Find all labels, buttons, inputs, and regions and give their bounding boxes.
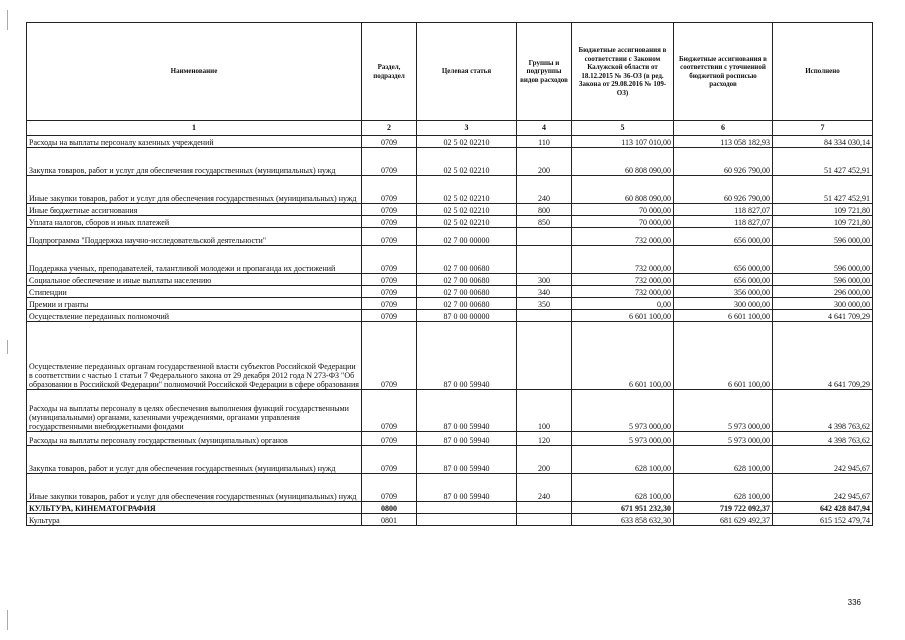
table-row — [27, 310, 873, 322]
cell-v5: 5 973 000,00 — [572, 432, 674, 446]
cell-name: Осуществление переданных органам государственной власти субъектов Российской Федерации в соответствии с частью 1 статьи 7 Федерального закона от 29 декабря 2012 года N 273-ФЗ "Об образовании в Российской Федерации" полномочий Российской Федерации в сфере образования — [27, 322, 362, 390]
cell-grp: 100 — [517, 390, 572, 432]
header-groups: Группы и подгруппы видов расходов — [517, 23, 572, 121]
table-row — [27, 432, 873, 446]
cell-v7: 642 428 847,94 — [773, 502, 873, 514]
cell-v6: 719 722 092,37 — [674, 502, 773, 514]
header-name: Наименование — [27, 23, 362, 121]
cell-sec: 0709 — [362, 148, 417, 176]
cell-sec: 0709 — [362, 136, 417, 148]
cell-v7: 4 398 763,62 — [773, 390, 873, 432]
cell-v7: 596 000,00 — [773, 274, 873, 286]
cell-cs: 02 7 00 00680 — [417, 286, 517, 298]
table-row — [27, 216, 873, 228]
table-row — [27, 298, 873, 310]
scan-margin-marks — [4, 0, 12, 640]
cell-grp: 240 — [517, 176, 572, 204]
cell-sec: 0709 — [362, 228, 417, 246]
table-row — [27, 176, 873, 204]
table-row — [27, 322, 873, 390]
cell-v7: 242 945,67 — [773, 446, 873, 474]
col-number: 4 — [517, 121, 572, 136]
table-row — [27, 390, 873, 432]
cell-sec: 0801 — [362, 514, 417, 526]
cell-v7: 4 398 763,62 — [773, 432, 873, 446]
cell-v7: 51 427 452,91 — [773, 176, 873, 204]
cell-cs — [417, 502, 517, 514]
col-number: 7 — [773, 121, 873, 136]
table-row — [27, 204, 873, 216]
col-number: 3 — [417, 121, 517, 136]
cell-grp: 350 — [517, 298, 572, 310]
cell-cs: 87 0 00 59940 — [417, 390, 517, 432]
cell-grp — [517, 514, 572, 526]
cell-grp: 120 — [517, 432, 572, 446]
cell-name: Закупка товаров, работ и услуг для обеспечения государственных (муниципальных) нужд — [27, 148, 362, 176]
header-row — [27, 23, 873, 121]
cell-grp: 200 — [517, 446, 572, 474]
cell-v7: 84 334 030,14 — [773, 136, 873, 148]
cell-v5: 6 601 100,00 — [572, 310, 674, 322]
cell-sec: 0709 — [362, 310, 417, 322]
cell-cs: 02 7 00 00680 — [417, 298, 517, 310]
cell-name: Расходы на выплаты персоналу в целях обеспечения выполнения функций государственными (муниципальными) органами, казенными учреждениями, органами управления государственными внебюджетными фондами — [27, 390, 362, 432]
cell-sec: 0709 — [362, 390, 417, 432]
cell-sec: 0709 — [362, 432, 417, 446]
cell-v5: 732 000,00 — [572, 274, 674, 286]
cell-sec: 0709 — [362, 322, 417, 390]
cell-grp: 300 — [517, 274, 572, 286]
cell-v5: 633 858 632,30 — [572, 514, 674, 526]
cell-v5: 60 808 090,00 — [572, 148, 674, 176]
cell-v7: 596 000,00 — [773, 228, 873, 246]
table-row — [27, 228, 873, 246]
cell-sec: 0800 — [362, 502, 417, 514]
cell-sec: 0709 — [362, 204, 417, 216]
cell-cs — [417, 514, 517, 526]
cell-v7: 51 427 452,91 — [773, 148, 873, 176]
cell-v7: 109 721,80 — [773, 204, 873, 216]
cell-v6: 656 000,00 — [674, 246, 773, 274]
cell-v6: 628 100,00 — [674, 446, 773, 474]
cell-v6: 60 926 790,00 — [674, 148, 773, 176]
cell-v6: 656 000,00 — [674, 274, 773, 286]
cell-grp: 240 — [517, 474, 572, 502]
cell-cs: 87 0 00 00000 — [417, 310, 517, 322]
cell-cs: 87 0 00 59940 — [417, 474, 517, 502]
cell-name: Иные закупки товаров, работ и услуг для обеспечения государственных (муниципальных) нужд — [27, 176, 362, 204]
col-number: 1 — [27, 121, 362, 136]
cell-sec: 0709 — [362, 216, 417, 228]
cell-v6: 300 000,00 — [674, 298, 773, 310]
cell-cs: 02 5 02 02210 — [417, 204, 517, 216]
cell-v7: 4 641 709,29 — [773, 322, 873, 390]
cell-sec: 0709 — [362, 298, 417, 310]
cell-v6: 628 100,00 — [674, 474, 773, 502]
cell-name: Уплата налогов, сборов и иных платежей — [27, 216, 362, 228]
cell-v6: 656 000,00 — [674, 228, 773, 246]
cell-v7: 596 000,00 — [773, 246, 873, 274]
cell-v7: 109 721,80 — [773, 216, 873, 228]
header-section: Раздел, подраздел — [362, 23, 417, 121]
cell-cs: 02 5 02 02210 — [417, 136, 517, 148]
cell-sec: 0709 — [362, 246, 417, 274]
col-number: 2 — [362, 121, 417, 136]
cell-grp — [517, 228, 572, 246]
cell-v5: 6 601 100,00 — [572, 322, 674, 390]
cell-v7: 615 152 479,74 — [773, 514, 873, 526]
cell-v6: 681 629 492,37 — [674, 514, 773, 526]
col-number: 6 — [674, 121, 773, 136]
cell-v5: 671 951 232,30 — [572, 502, 674, 514]
cell-sec: 0709 — [362, 176, 417, 204]
cell-name: Расходы на выплаты персоналу казенных учреждений — [27, 136, 362, 148]
table-row — [27, 274, 873, 286]
cell-grp — [517, 310, 572, 322]
table-row — [27, 514, 873, 526]
col-number: 5 — [572, 121, 674, 136]
cell-name: Расходы на выплаты персоналу государственных (муниципальных) органов — [27, 432, 362, 446]
cell-cs: 02 7 00 00000 — [417, 228, 517, 246]
cell-grp: 800 — [517, 204, 572, 216]
table-body — [27, 136, 873, 526]
cell-v7: 296 000,00 — [773, 286, 873, 298]
cell-cs: 02 5 02 02210 — [417, 176, 517, 204]
cell-v6: 5 973 000,00 — [674, 432, 773, 446]
cell-grp: 110 — [517, 136, 572, 148]
cell-sec: 0709 — [362, 286, 417, 298]
cell-cs: 87 0 00 59940 — [417, 322, 517, 390]
cell-name: Социальное обеспечение и иные выплаты населению — [27, 274, 362, 286]
cell-v6: 118 827,07 — [674, 204, 773, 216]
cell-cs: 87 0 00 59940 — [417, 446, 517, 474]
cell-grp — [517, 246, 572, 274]
table-row — [27, 136, 873, 148]
cell-grp: 340 — [517, 286, 572, 298]
cell-v5: 732 000,00 — [572, 246, 674, 274]
header-target: Целевая статья — [417, 23, 517, 121]
cell-name: Закупка товаров, работ и услуг для обеспечения государственных (муниципальных) нужд — [27, 446, 362, 474]
cell-v5: 628 100,00 — [572, 474, 674, 502]
cell-v5: 60 808 090,00 — [572, 176, 674, 204]
cell-v5: 732 000,00 — [572, 286, 674, 298]
cell-v5: 732 000,00 — [572, 228, 674, 246]
cell-v5: 70 000,00 — [572, 204, 674, 216]
cell-name: Стипендии — [27, 286, 362, 298]
cell-name: Иные закупки товаров, работ и услуг для обеспечения государственных (муниципальных) нужд — [27, 474, 362, 502]
cell-v7: 300 000,00 — [773, 298, 873, 310]
cell-v5: 0,00 — [572, 298, 674, 310]
cell-v5: 113 107 010,00 — [572, 136, 674, 148]
cell-grp: 850 — [517, 216, 572, 228]
table-row — [27, 502, 873, 514]
cell-cs: 02 7 00 00680 — [417, 274, 517, 286]
cell-v6: 6 601 100,00 — [674, 310, 773, 322]
table-row — [27, 474, 873, 502]
header-law: Бюджетные ассигнования в соответствии с Законом Калужской области от 18.12.2015 № 36-ОЗ (в ред. Закона от 29.08.2016 № 109-ОЗ) — [572, 23, 674, 121]
cell-sec: 0709 — [362, 274, 417, 286]
cell-v7: 4 641 709,29 — [773, 310, 873, 322]
cell-v5: 70 000,00 — [572, 216, 674, 228]
cell-name: Осуществление переданных полномочий — [27, 310, 362, 322]
cell-cs: 87 0 00 59940 — [417, 432, 517, 446]
cell-v5: 628 100,00 — [572, 446, 674, 474]
table-row — [27, 286, 873, 298]
cell-sec: 0709 — [362, 474, 417, 502]
cell-v6: 5 973 000,00 — [674, 390, 773, 432]
page-number: 336 — [847, 598, 861, 607]
cell-cs: 02 5 02 02210 — [417, 148, 517, 176]
cell-v6: 6 601 100,00 — [674, 322, 773, 390]
table-row — [27, 246, 873, 274]
cell-v7: 242 945,67 — [773, 474, 873, 502]
cell-v6: 118 827,07 — [674, 216, 773, 228]
cell-v6: 356 000,00 — [674, 286, 773, 298]
cell-name: Премии и гранты — [27, 298, 362, 310]
cell-v5: 5 973 000,00 — [572, 390, 674, 432]
header-executed: Исполнено — [773, 23, 873, 121]
cell-v6: 60 926 790,00 — [674, 176, 773, 204]
table-row — [27, 446, 873, 474]
cell-name: Иные бюджетные ассигнования — [27, 204, 362, 216]
cell-cs: 02 5 02 02210 — [417, 216, 517, 228]
cell-v6: 113 058 182,93 — [674, 136, 773, 148]
cell-name: КУЛЬТУРА, КИНЕМАТОГРАФИЯ — [27, 502, 362, 514]
cell-name: Подпрограмма "Поддержка научно-исследовательской деятельности" — [27, 228, 362, 246]
cell-sec: 0709 — [362, 446, 417, 474]
cell-name: Поддержка ученых, преподавателей, талантливой молодежи и пропаганда их достижений — [27, 246, 362, 274]
cell-grp: 200 — [517, 148, 572, 176]
budget-table — [26, 22, 873, 526]
column-number-row — [27, 121, 873, 136]
table-row — [27, 148, 873, 176]
cell-grp — [517, 502, 572, 514]
header-refined: Бюджетные ассигнования в соответствии с уточненной бюджетной росписью расходов — [674, 23, 773, 121]
cell-grp — [517, 322, 572, 390]
cell-name: Культура — [27, 514, 362, 526]
cell-cs: 02 7 00 00680 — [417, 246, 517, 274]
